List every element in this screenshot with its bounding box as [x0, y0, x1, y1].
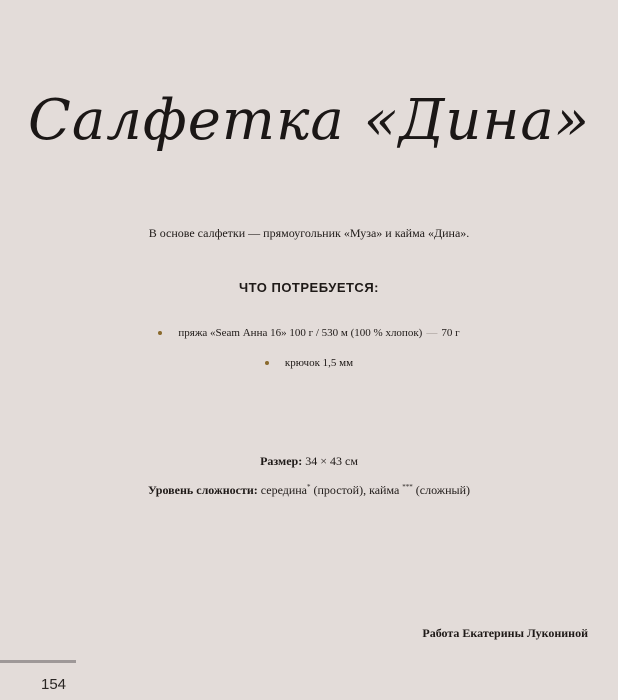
intro-text: В основе салфетки — прямоугольник «Муза» и кайма «Дина».: [148, 226, 470, 240]
difficulty-label: Уровень сложности:: [147, 483, 258, 497]
difficulty-center-stars: *: [307, 483, 311, 491]
difficulty-center-text: середина: [260, 483, 308, 497]
bullet-icon: [265, 361, 269, 365]
size-value: 34 × 43 см: [305, 454, 358, 468]
material-yarn-dash: —: [426, 327, 438, 339]
difficulty-border-level: (сложный): [415, 483, 471, 497]
size-label: Размер:: [260, 454, 303, 468]
page-divider: [0, 660, 76, 663]
page-title: Салфетка «Дина»: [28, 88, 590, 153]
material-hook-text: крючок 1,5 мм: [284, 357, 354, 369]
difficulty-line: [0, 483, 618, 498]
page-number: 154: [41, 676, 67, 693]
difficulty-center-level: (простой), кайма: [313, 483, 400, 497]
difficulty-border-stars: ***: [402, 483, 413, 491]
material-yarn-text: пряжа «Seam Анна 16» 100 г / 530 м (100 % хлопок): [178, 327, 423, 339]
materials-heading: ЧТО ПОТРЕБУЕТСЯ:: [239, 280, 379, 295]
size-line: [0, 454, 618, 469]
material-item-hook: [0, 348, 618, 378]
materials-list: [0, 318, 618, 378]
material-item-yarn: [0, 318, 618, 348]
material-yarn-amount: 70 г: [441, 327, 460, 339]
author-credit: Работа Екатерины Лукониной: [422, 626, 588, 640]
bullet-icon: [158, 331, 162, 335]
